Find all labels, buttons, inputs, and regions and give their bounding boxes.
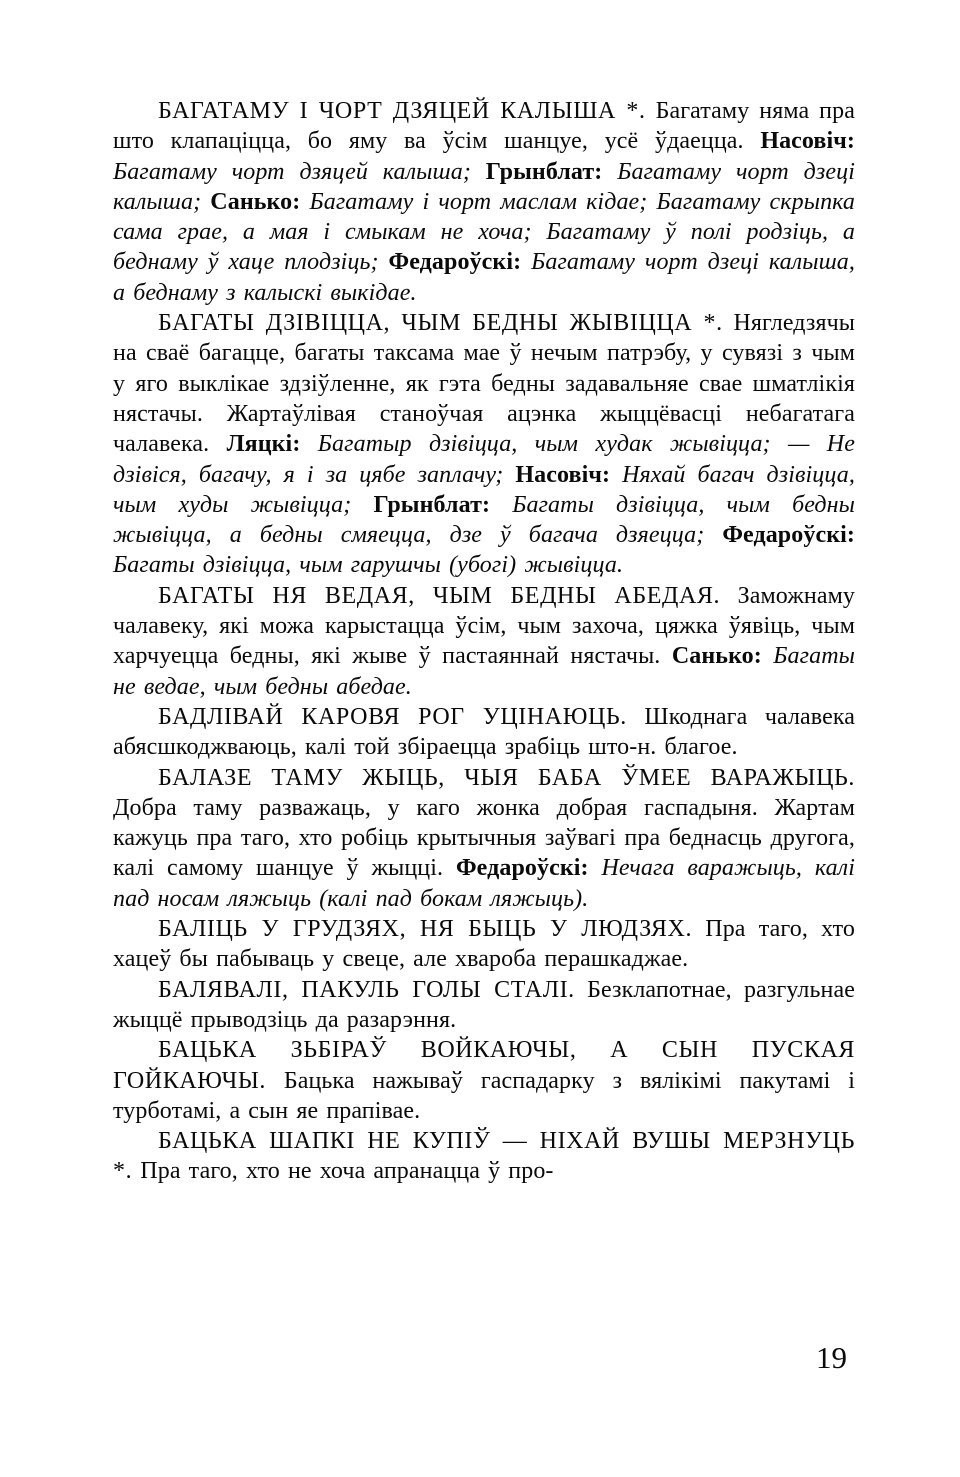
source-name: Насовіч: (515, 461, 611, 488)
proverb-quote: Багаты не ведае, чым бедны абедае. (113, 643, 855, 700)
dictionary-entry (113, 702, 855, 763)
proverb-quote: Нечага варажыць, калі пад носам ляжыць (калі пад бокам ляжыць). (113, 855, 855, 912)
dictionary-entries (113, 96, 855, 1187)
proverb-quote: Багатаму чорт дзеці калыша; (113, 158, 855, 215)
entry-definition: Пра таго, хто не хоча апранацца ў про- (132, 1158, 554, 1185)
proverb-quote: Багаты дзівіцца, чым гарушчы (убогі) жывіцца. (113, 552, 624, 579)
dictionary-entry (113, 763, 855, 914)
proverb-quote: Багатаму чорт дзяцей калыша; (113, 158, 486, 185)
entry-headword: БАЛІЦЬ У ГРУДЗЯХ, НЯ БЫЦЬ У ЛЮДЗЯХ. (158, 916, 693, 943)
entry-definition: Добра таму разважаць, у каго жонка добрая гаспадыня. Жартам кажуць пра таго, хто робіць крытычныя заўвагі пра беднасць другога, калі самому шанцуе ў жыцці. (113, 794, 855, 882)
entry-definition: Безклапотнае, разгульнае жыццё прыводзіць да разарэння. (113, 976, 855, 1033)
source-name: Федароўскі: (455, 855, 589, 882)
source-name: Грынблат: (373, 491, 491, 518)
source-name: Санько: (210, 188, 301, 215)
entry-headword: БАГАТЫ ДЗІВІЦЦА, ЧЫМ БЕДНЫ ЖЫВІЦЦА *. (158, 310, 723, 337)
entry-definition: Пра таго, хто хацеў бы пабываць у свеце, але хвароба перашкаджае. (113, 916, 856, 973)
entry-headword: БАЦЬКА ЗЬБІРАЎ ВОЙКАЮЧЫ, А СЫН ПУСКАЯ ГОЙКАЮЧЫ. (113, 1037, 855, 1094)
page-number: 19 (816, 1340, 847, 1375)
entry-headword: БАДЛІВАЙ КАРОВЯ РОГ УЦІНАЮЦЬ. (158, 703, 627, 730)
dictionary-entry (113, 975, 855, 1036)
entry-headword: БАГАТЫ НЯ ВЕДАЯ, ЧЫМ БЕДНЫ АБЕДАЯ. (158, 582, 721, 609)
entry-definition: Бацька нажываў гаспадарку з вялікімі пакутамі і турботамі, а сын яе прапівае. (113, 1067, 855, 1124)
dictionary-entry (113, 914, 855, 975)
dictionary-entry (113, 308, 855, 581)
proverb-quote: Багатыр дзівіцца, чым худак жывіцца; — Не дзівіся, багачу, я і за цябе заплачу; (113, 431, 855, 488)
proverb-quote: Няхай багач дзівіцца, чым худы жывіцца; (113, 461, 855, 518)
entry-headword: БАЛАЗЕ ТАМУ ЖЫЦЬ, ЧЫЯ БАБА ЎМЕЕ ВАРАЖЫЦЬ. (158, 764, 855, 791)
proverb-quote: Багатаму і чорт маслам кідае; Багатаму скрыпка сама грае, а мая і смыкам не хоча; Багатаму ў полі родзіць, а беднаму ў хаце плодзіць; (113, 188, 855, 276)
entry-definition: Заможнаму чалавеку, які можа карыстацца ўсім, чым захоча, цяжка ўявіць, чым харчуецца бедны, які жыве ў пастаяннай нястачы. (113, 582, 855, 670)
entry-headword: БАГАТАМУ І ЧОРТ ДЗЯЦЕЙ КАЛЫША *. (158, 98, 646, 124)
entry-definition: Нягледзячы на сваё багацце, багаты таксама мае ў нечым патрэбу, у сувязі з чым у яго выклікае здзіўленне, як гэта бедны задавальняе свае шматлікія нястачы. Жартаўлівая станоўчая ацэнка жыццёвасці небагатага чалавека. (113, 310, 855, 458)
proverb-quote: Багаты дзівіцца, чым бедны жывіцца, а бедны смяецца, дзе ў багача дзяецца; (113, 491, 855, 549)
dictionary-entry (113, 96, 855, 308)
source-name: Насовіч: (760, 128, 855, 155)
proverb-quote: Багатаму чорт дзеці калыша, а беднаму з калыскі выкідае. (113, 249, 856, 306)
source-name: Ляцкі: (226, 431, 301, 458)
entry-headword: БАЦЬКА ШАПКІ НЕ КУПІЎ — НІХАЙ ВУШЫ МЕРЗНУЦЬ *. (113, 1128, 855, 1185)
dictionary-entry (113, 1126, 855, 1187)
entry-definition: Шкоднага чалавека абясшкоджваюць, калі той збіраецца зрабіць што-н. благое. (113, 703, 855, 761)
source-name: Грынблат: (485, 158, 603, 185)
source-name: Федароўскі: (388, 249, 522, 276)
dictionary-entry (113, 1035, 855, 1126)
entry-definition: Багатаму няма пра што клапаціцца, бо яму ва ўсім шанцуе, усё ўдаецца. (113, 98, 855, 155)
entry-headword: БАЛЯВАЛІ, ПАКУЛЬ ГОЛЫ СТАЛІ. (158, 976, 575, 1003)
dictionary-entry (113, 581, 855, 702)
source-name: Санько: (671, 643, 762, 670)
source-name: Федароўскі: (722, 522, 855, 549)
